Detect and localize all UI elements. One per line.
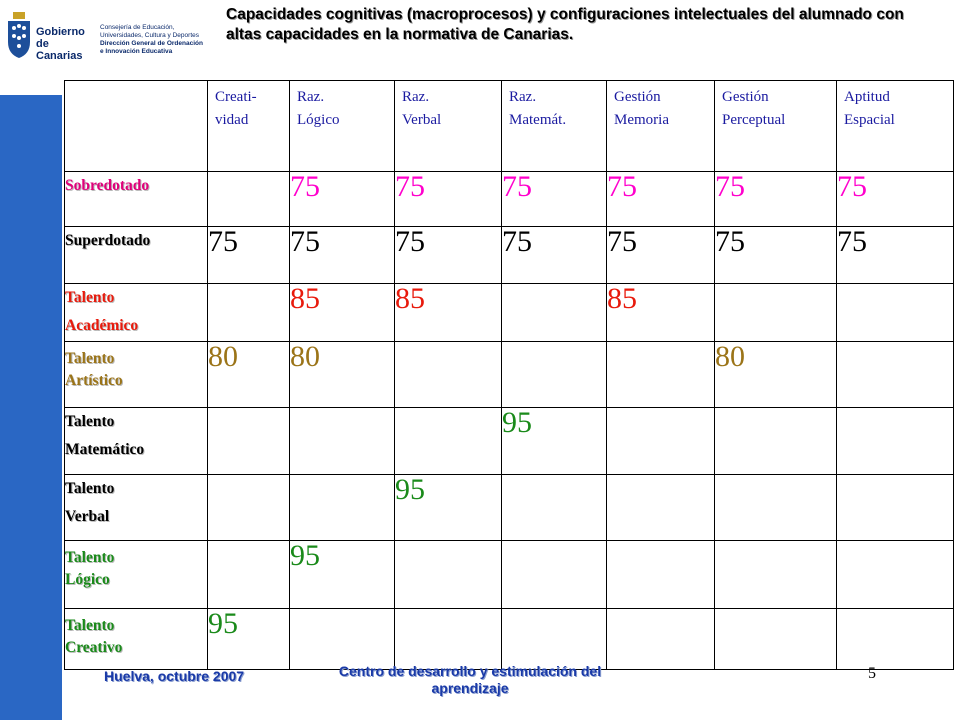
score-cell: 75: [837, 172, 954, 227]
row-label: [65, 227, 208, 284]
table-row: [65, 284, 954, 342]
score-cell: [837, 284, 954, 342]
footer-location-date: Huelva, octubre 2007: [104, 668, 245, 684]
score-cell: 80: [715, 342, 837, 408]
page-number: 5: [868, 665, 876, 682]
column-header: [208, 81, 290, 172]
logo-gov-line: de Canarias: [36, 38, 83, 62]
row-label: [65, 609, 208, 670]
logo-government-name: [36, 26, 98, 62]
score-cell: 75: [502, 227, 607, 284]
score-cell: [607, 475, 715, 541]
score-cell: [208, 541, 290, 609]
row-label-line: Talento: [65, 413, 115, 430]
score-cell: [837, 541, 954, 609]
row-label-line: Sobredotado: [65, 177, 150, 194]
score-cell: [290, 408, 395, 475]
column-header-line: Lógico: [297, 112, 340, 128]
coat-of-arms-icon: [6, 12, 32, 58]
column-header: [502, 81, 607, 172]
score-cell: [395, 408, 502, 475]
column-header-line: Gestión: [614, 89, 661, 105]
header-row: [65, 81, 954, 172]
score-cell: 80: [208, 342, 290, 408]
column-header: [395, 81, 502, 172]
footer-center-name: Centro de desarrollo y estimulación del aprendizaje: [338, 663, 602, 696]
score-cell: 95: [502, 408, 607, 475]
score-cell: [715, 408, 837, 475]
table-row: [65, 475, 954, 541]
score-cell: [208, 284, 290, 342]
score-cell: [837, 475, 954, 541]
table-row: [65, 408, 954, 475]
score-cell: [290, 475, 395, 541]
score-cell: 85: [607, 284, 715, 342]
row-label-line: Talento: [65, 480, 115, 497]
logo-gov-line: Gobierno: [36, 26, 85, 38]
score-cell: 75: [290, 227, 395, 284]
score-cell: [837, 408, 954, 475]
table-row: [65, 609, 954, 670]
score-cell: [715, 541, 837, 609]
row-label: [65, 475, 208, 541]
score-cell: 75: [290, 172, 395, 227]
column-header-line: Matemát.: [509, 112, 567, 128]
score-cell: [502, 342, 607, 408]
score-cell: 85: [290, 284, 395, 342]
score-cell: 75: [208, 227, 290, 284]
score-cell: 75: [395, 227, 502, 284]
score-cell: 75: [837, 227, 954, 284]
score-cell: 95: [395, 475, 502, 541]
row-label-line: Talento: [65, 549, 115, 566]
column-header-line: Espacial: [844, 112, 895, 128]
score-cell: [607, 609, 715, 670]
score-cell: 75: [607, 227, 715, 284]
table-row: [65, 227, 954, 284]
row-label-line: Artístico: [65, 372, 123, 389]
row-label-line: Académico: [65, 317, 139, 334]
slide-title: Capacidades cognitivas (macroprocesos) y configuraciones intelectuales del alumnado con altas capacidades en la normativa de Canarias.: [226, 6, 904, 43]
logo-department: [100, 24, 220, 56]
row-label-line: Creativo: [65, 639, 123, 656]
score-cell: 75: [715, 227, 837, 284]
score-cell: 75: [502, 172, 607, 227]
table-row: [65, 342, 954, 408]
column-header-line: Creati-: [215, 89, 257, 105]
column-header-line: Aptitud: [844, 89, 890, 105]
score-cell: [208, 408, 290, 475]
score-cell: [502, 541, 607, 609]
column-header-line: vidad: [215, 112, 249, 128]
row-label: [65, 408, 208, 475]
score-cell: 95: [290, 541, 395, 609]
score-cell: 75: [395, 172, 502, 227]
gobierno-de-canarias-logo: [6, 4, 221, 70]
score-cell: [395, 609, 502, 670]
score-cell: [395, 541, 502, 609]
score-cell: [395, 342, 502, 408]
score-cell: [715, 609, 837, 670]
score-cell: 80: [290, 342, 395, 408]
score-cell: [502, 284, 607, 342]
score-cell: [607, 408, 715, 475]
score-cell: 95: [208, 609, 290, 670]
column-header: [290, 81, 395, 172]
logo-dept-line: Consejería de Educación,: [100, 24, 175, 31]
logo-dept-line: Dirección General de Ordenación: [100, 40, 203, 47]
score-cell: [837, 342, 954, 408]
left-accent-bar: [0, 95, 62, 720]
column-header-line: Raz.: [509, 89, 537, 105]
header-corner-cell: [65, 81, 208, 172]
column-header-line: Verbal: [402, 112, 442, 128]
score-cell: [290, 609, 395, 670]
column-header-line: Gestión: [722, 89, 769, 105]
score-cell: [208, 475, 290, 541]
row-label-line: Superdotado: [65, 232, 151, 249]
score-cell: [607, 342, 715, 408]
row-label-line: Verbal: [65, 508, 110, 525]
score-cell: 75: [715, 172, 837, 227]
row-label-line: Talento: [65, 289, 115, 306]
row-label-line: Talento: [65, 350, 115, 367]
row-label: [65, 342, 208, 408]
table-row: [65, 541, 954, 609]
column-header: [607, 81, 715, 172]
column-header-line: Perceptual: [722, 112, 786, 128]
capabilities-table: [64, 80, 954, 670]
logo-dept-line: e Innovación Educativa: [100, 48, 173, 55]
score-cell: 75: [607, 172, 715, 227]
row-label-line: Lógico: [65, 571, 110, 588]
column-header-line: Raz.: [297, 89, 325, 105]
row-label: [65, 172, 208, 227]
logo-dept-line: Universidades, Cultura y Deportes: [100, 32, 199, 39]
score-cell: [715, 284, 837, 342]
column-header-line: Memoria: [614, 112, 669, 128]
score-cell: [502, 609, 607, 670]
score-cell: [607, 541, 715, 609]
column-header-line: Raz.: [402, 89, 430, 105]
row-label-line: Matemático: [65, 441, 145, 458]
score-cell: [837, 609, 954, 670]
column-header: [715, 81, 837, 172]
column-header: [837, 81, 954, 172]
score-cell: [715, 475, 837, 541]
row-label: [65, 541, 208, 609]
row-label: [65, 284, 208, 342]
score-cell: 85: [395, 284, 502, 342]
score-cell: [502, 475, 607, 541]
table-row: [65, 172, 954, 227]
score-cell: [208, 172, 290, 227]
row-label-line: Talento: [65, 617, 115, 634]
